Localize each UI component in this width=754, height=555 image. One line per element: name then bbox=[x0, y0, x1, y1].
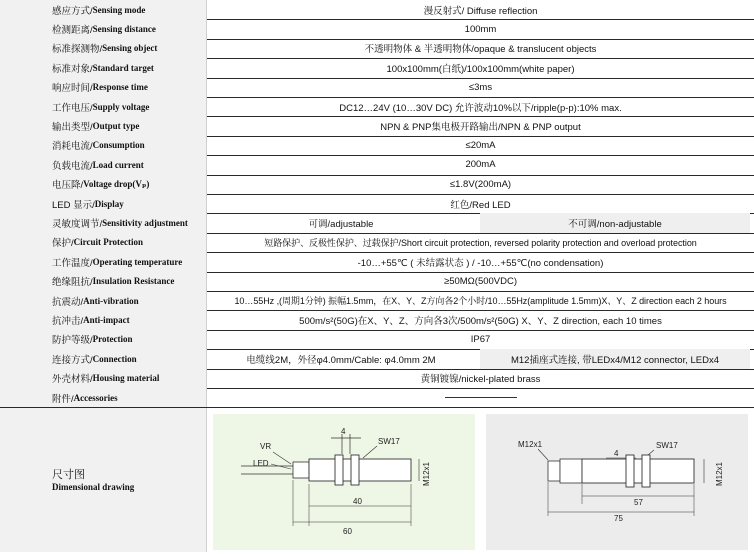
spec-row bbox=[0, 272, 754, 292]
spec-label-en: Display bbox=[94, 198, 124, 209]
spec-value: 100mm bbox=[464, 23, 497, 35]
spec-label-en: Protection bbox=[92, 334, 133, 345]
spec-label-cn: 消耗电流/ bbox=[52, 141, 93, 153]
spec-row bbox=[0, 175, 754, 195]
spec-label-cn: 负载电流/ bbox=[52, 160, 93, 172]
spec-row bbox=[0, 233, 754, 253]
spec-label bbox=[0, 272, 207, 291]
spec-label-cn: 灵敏度调节/ bbox=[52, 219, 103, 231]
spec-label bbox=[0, 155, 207, 174]
spec-label bbox=[0, 58, 207, 77]
spec-label-en: Sensitivity adjustment bbox=[102, 218, 188, 229]
spec-label-en: Anti-impact bbox=[83, 315, 130, 326]
spec-label-cn: 抗冲击/ bbox=[52, 316, 84, 328]
accessories-underline bbox=[445, 397, 517, 398]
spec-value: 不透明物体 & 半透明物体/opaque & translucent objects bbox=[364, 44, 597, 56]
spec-label-en: Accessories bbox=[73, 392, 118, 403]
left-nut-label: SW17 bbox=[378, 437, 400, 446]
spec-label bbox=[0, 136, 207, 155]
spec-label-en: Standard target bbox=[92, 62, 154, 73]
spec-label-en: Sensing distance bbox=[92, 24, 156, 35]
spec-value: ≤3ms bbox=[468, 81, 493, 93]
spec-label-en: Response time bbox=[92, 82, 148, 93]
spec-label bbox=[0, 97, 207, 116]
spec-label-en: Operating temperature bbox=[92, 256, 183, 267]
spec-value-cable: 可调/adjustable bbox=[308, 219, 374, 231]
spec-label-cn: 附件/ bbox=[52, 393, 74, 405]
spec-label-cn: 防护等级/ bbox=[52, 335, 93, 347]
spec-label-cn: 电压降/ bbox=[52, 180, 84, 192]
right-thread-left-label: M12x1 bbox=[518, 440, 543, 449]
spec-label-en: Insulation Resistance bbox=[92, 276, 175, 287]
spec-value: 漫反射式/ Diffuse reflection bbox=[423, 5, 538, 17]
drawing-label-cn: 尺寸图 bbox=[52, 469, 85, 481]
cable-sensor-drawing-panel bbox=[213, 414, 475, 550]
spec-label bbox=[0, 175, 207, 194]
spec-value: NPN & PNP集电极开路输出/NPN & PNP output bbox=[380, 122, 581, 134]
spec-row bbox=[0, 136, 754, 156]
spec-label-cn: 绝缘阻抗/ bbox=[52, 277, 93, 289]
vr-label: VR bbox=[260, 442, 272, 451]
spec-value: 500m/s²(50G)在X、Y、Z、方向各3次/500m/s²(50G) X、Y、Z direction, each 10 times bbox=[299, 316, 662, 328]
spec-row bbox=[0, 252, 754, 272]
spec-label-cn: 标准探测物/ bbox=[52, 44, 103, 56]
spec-label bbox=[0, 291, 207, 310]
right-total-dim: 75 bbox=[614, 514, 623, 523]
drawing-label-en: Dimensional drawing bbox=[52, 482, 135, 492]
spec-label bbox=[0, 116, 207, 135]
spec-value: 200mA bbox=[465, 159, 496, 171]
led-label: LED bbox=[253, 459, 269, 468]
spec-label-cn: 响应时间/ bbox=[52, 83, 93, 95]
spec-row bbox=[0, 155, 754, 175]
spec-label bbox=[0, 19, 207, 38]
spec-label-cn: 连接方式/ bbox=[52, 354, 93, 366]
spec-row bbox=[0, 78, 754, 98]
spec-label bbox=[0, 78, 207, 97]
spec-row bbox=[0, 194, 754, 214]
spec-value: DC12…24V (10…30V DC) 允许波动10%以下/ripple(p-p):10% max. bbox=[339, 102, 622, 114]
spec-value-connector: 不可调/non-adjustable bbox=[480, 213, 750, 232]
spec-label bbox=[0, 369, 207, 388]
spec-label-en: Voltage drop(Vₚ) bbox=[83, 178, 150, 189]
spec-label-en: Consumption bbox=[92, 140, 145, 151]
spec-label-cn: 抗震动/ bbox=[52, 296, 84, 308]
left-body-dim: 40 bbox=[353, 497, 362, 506]
spec-label bbox=[0, 252, 207, 271]
spec-label-cn: 检测距离/ bbox=[52, 25, 93, 37]
connector-sensor-drawing bbox=[486, 414, 748, 550]
spec-row bbox=[0, 116, 754, 136]
spec-row bbox=[0, 291, 754, 311]
spec-label-cn: 感应方式/ bbox=[52, 5, 93, 17]
right-nut-label: SW17 bbox=[656, 441, 678, 450]
spec-value: 红色/Red LED bbox=[450, 199, 511, 211]
spec-label bbox=[0, 349, 207, 368]
spec-row bbox=[0, 19, 754, 39]
dimensional-drawing-label bbox=[0, 408, 207, 552]
spec-label bbox=[0, 0, 207, 19]
spec-label bbox=[0, 388, 207, 407]
spec-label-en: Sensing object bbox=[102, 43, 158, 54]
spec-label-cn: 外壳材料/ bbox=[52, 374, 93, 386]
left-thread-label: M12x1 bbox=[422, 461, 431, 486]
spec-label-en: Circuit Protection bbox=[73, 237, 144, 248]
spec-label-en: Connection bbox=[92, 353, 137, 364]
spec-label bbox=[0, 330, 207, 349]
spec-value: ≤20mA bbox=[465, 139, 496, 151]
spec-row bbox=[0, 388, 754, 408]
spec-label-cn: 工作温度/ bbox=[52, 257, 93, 269]
spec-row bbox=[0, 330, 754, 350]
spec-label bbox=[0, 39, 207, 58]
spec-label bbox=[0, 194, 207, 213]
spec-value: 10…55Hz ,(周期1分钟) 振幅1.5mm，在X、Y、Z方向各2个小时/10…55Hz(amplitude 1.5mm)X、Y、Z direction each 2 hours bbox=[234, 296, 727, 307]
spec-value: -10…+55℃ ( 未结露状态 ) / -10…+55℃(no condensation) bbox=[357, 257, 604, 269]
spec-label-en: Housing material bbox=[92, 373, 160, 384]
spec-value: IP67 bbox=[470, 333, 491, 345]
spec-label bbox=[0, 233, 207, 252]
left-total-dim: 60 bbox=[343, 527, 352, 536]
spec-label-cn: LED 显示/ bbox=[52, 199, 95, 211]
spec-label-en: Load current bbox=[92, 159, 144, 170]
spec-label-en: Sensing mode bbox=[92, 4, 146, 15]
right-thread-label: M12x1 bbox=[715, 461, 724, 486]
spec-row bbox=[0, 369, 754, 389]
spec-label-en: Supply voltage bbox=[92, 101, 150, 112]
spec-label-en: Anti-vibration bbox=[83, 295, 139, 306]
spec-value: 黄铜镀镍/nickel-plated brass bbox=[420, 374, 541, 386]
spec-row bbox=[0, 349, 754, 369]
spec-row bbox=[0, 97, 754, 117]
right-top-dim: 4 bbox=[614, 449, 619, 458]
spec-label-cn: 输出类型/ bbox=[52, 122, 93, 134]
spec-value-connector: M12插座式连接, 带LEDx4/M12 connector, LEDx4 bbox=[480, 349, 750, 368]
spec-label-cn: 工作电压/ bbox=[52, 102, 93, 114]
connector-sensor-drawing-panel bbox=[486, 414, 748, 550]
spec-label-cn: 保护/ bbox=[52, 238, 74, 250]
spec-label bbox=[0, 213, 207, 232]
spec-label bbox=[0, 310, 207, 329]
spec-value-cable: 电缆线2M，外径φ4.0mm/Cable: φ4.0mm 2M bbox=[246, 354, 436, 366]
spec-row bbox=[0, 39, 754, 59]
spec-label-cn: 标准对象/ bbox=[52, 63, 93, 75]
spec-value: ≤1.8V(200mA) bbox=[449, 178, 512, 190]
spec-label-en: Output type bbox=[92, 121, 140, 132]
right-body-dim: 57 bbox=[634, 498, 643, 507]
spec-value: 短路保护、反极性保护、过载保护/Short circuit protection, reversed polarity protection and overload protection bbox=[264, 237, 697, 248]
spec-row bbox=[0, 213, 754, 233]
spec-value: ≥50MΩ(500VDC) bbox=[443, 275, 518, 287]
cable-sensor-drawing bbox=[213, 414, 475, 550]
spec-row bbox=[0, 0, 754, 20]
spec-row bbox=[0, 58, 754, 78]
spec-row bbox=[0, 310, 754, 330]
left-top-dim: 4 bbox=[341, 427, 346, 436]
spec-value: 100x100mm(白纸)/100x100mm(white paper) bbox=[386, 63, 575, 75]
